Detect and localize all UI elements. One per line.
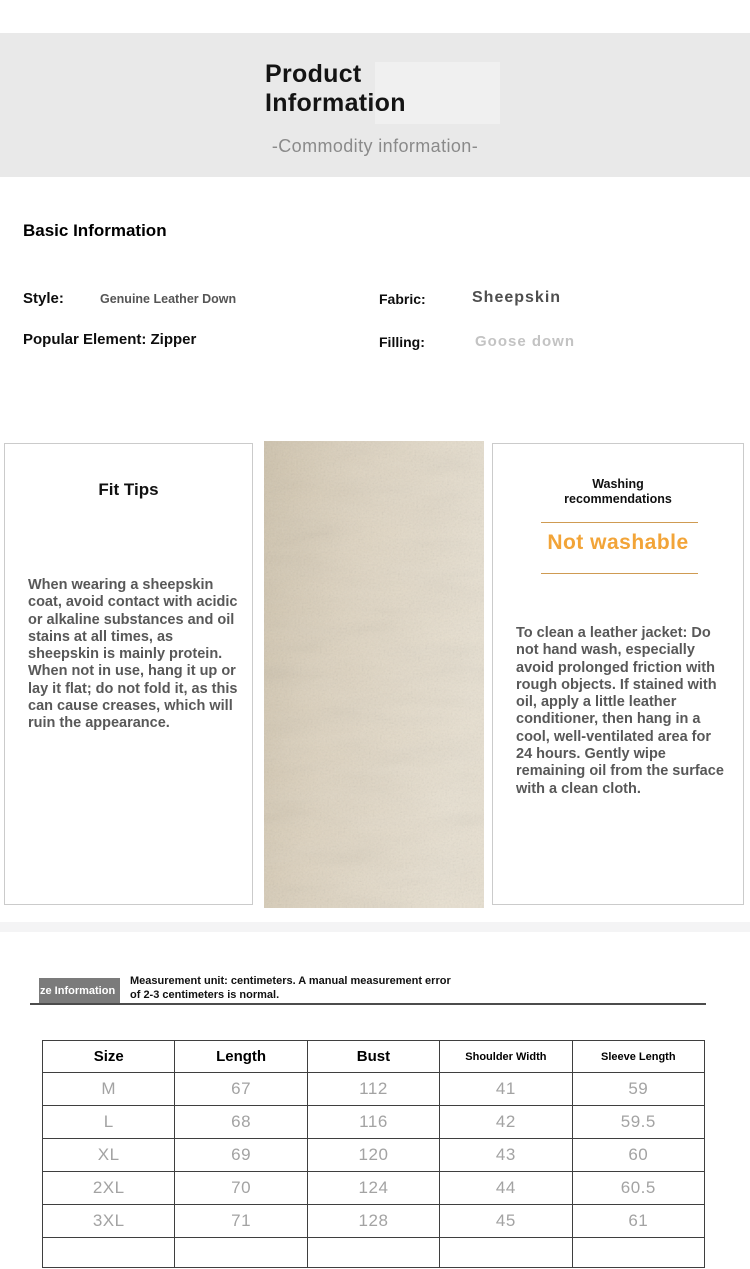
column-header: Sleeve Length xyxy=(572,1041,704,1073)
table-cell: 69 xyxy=(175,1139,307,1172)
header-band xyxy=(0,33,750,177)
table-row xyxy=(43,1238,705,1268)
column-header: Bust xyxy=(307,1041,439,1073)
table-cell: 59.5 xyxy=(572,1106,704,1139)
section-separator xyxy=(0,922,750,932)
washing-body: To clean a leather jacket: Do not hand wash, especially avoid prolonged friction with rough objects. If stained with oil, apply a little leather conditioner, then hang in a cool, well-ventilated area for 24 hours. Gently wipe remaining oil from the surface with a clean cloth. xyxy=(516,625,724,797)
leather-texture-svg xyxy=(264,441,484,908)
table-cell xyxy=(43,1238,175,1268)
table-cell: 42 xyxy=(440,1106,572,1139)
page-title xyxy=(265,60,406,118)
table-cell: 124 xyxy=(307,1172,439,1205)
leather-texture-image xyxy=(264,441,484,908)
not-washable-status: Not washable xyxy=(547,531,689,554)
size-table xyxy=(42,1040,705,1268)
table-cell: 3XL xyxy=(43,1205,175,1238)
page-title-line1: Product xyxy=(265,60,362,88)
table-cell xyxy=(175,1238,307,1268)
fit-tips-heading: Fit Tips xyxy=(98,480,159,499)
table-cell: 60 xyxy=(572,1139,704,1172)
table-cell: 59 xyxy=(572,1073,704,1106)
column-header: Length xyxy=(175,1041,307,1073)
table-cell: 60.5 xyxy=(572,1172,704,1205)
washing-panel xyxy=(492,443,744,905)
measurement-note-line2: of 2-3 centimeters is normal. xyxy=(130,988,280,1001)
table-cell: L xyxy=(43,1106,175,1139)
table-row xyxy=(43,1106,705,1139)
table-cell: 44 xyxy=(440,1172,572,1205)
size-section-rule xyxy=(30,1003,706,1005)
table-row xyxy=(43,1205,705,1238)
table-cell: 112 xyxy=(307,1073,439,1106)
table-cell: 68 xyxy=(175,1106,307,1139)
table-cell: 45 xyxy=(440,1205,572,1238)
fabric-label: Fabric: xyxy=(379,291,426,307)
table-cell: 116 xyxy=(307,1106,439,1139)
fit-tips-body: When wearing a sheepskin coat, avoid contact with acidic or alkaline substances and oil stains at all times, as sheepskin is mainly protein. When not in use, hang it up or lay it flat; do not fold it, as this can cause creases, which will ruin the appearance. xyxy=(28,577,238,732)
size-table-header-row xyxy=(43,1041,705,1073)
orange-divider-bottom xyxy=(541,573,698,574)
table-row xyxy=(43,1073,705,1106)
size-table-body xyxy=(43,1073,705,1268)
washing-heading xyxy=(493,477,743,507)
page-title-line2: Information xyxy=(265,89,406,117)
table-cell: 70 xyxy=(175,1172,307,1205)
fit-tips-panel xyxy=(4,443,253,905)
table-cell: XL xyxy=(43,1139,175,1172)
table-row xyxy=(43,1139,705,1172)
table-cell: 67 xyxy=(175,1073,307,1106)
table-cell: 43 xyxy=(440,1139,572,1172)
table-cell: 2XL xyxy=(43,1172,175,1205)
table-cell: 128 xyxy=(307,1205,439,1238)
table-cell xyxy=(572,1238,704,1268)
table-cell xyxy=(440,1238,572,1268)
size-table-head xyxy=(43,1041,705,1073)
table-row xyxy=(43,1172,705,1205)
table-cell xyxy=(307,1238,439,1268)
washing-heading-line2: recommendations xyxy=(564,492,672,506)
popular-element-label: Popular Element: Zipper xyxy=(23,331,197,348)
basic-information-heading: Basic Information xyxy=(23,221,167,240)
style-label: Style: xyxy=(23,290,64,307)
size-table-container xyxy=(42,1040,705,1268)
style-value: Genuine Leather Down xyxy=(100,292,237,306)
table-cell: 41 xyxy=(440,1073,572,1106)
column-header: Shoulder Width xyxy=(440,1041,572,1073)
column-header: Size xyxy=(43,1041,175,1073)
measurement-note-line1: Measurement unit: centimeters. A manual measurement error xyxy=(130,975,451,987)
size-information-badge-label: ze Information xyxy=(40,985,116,997)
table-cell: M xyxy=(43,1073,175,1106)
table-cell: 120 xyxy=(307,1139,439,1172)
filling-label: Filling: xyxy=(379,334,425,350)
measurement-note xyxy=(130,975,451,1002)
fabric-value: Sheepskin xyxy=(472,289,562,306)
washing-heading-line1: Washing xyxy=(592,477,644,491)
table-cell: 71 xyxy=(175,1205,307,1238)
page-subtitle: -Commodity information- xyxy=(271,136,479,156)
filling-value: Goose down xyxy=(475,333,575,350)
size-information-badge xyxy=(39,978,120,1004)
table-cell: 61 xyxy=(572,1205,704,1238)
orange-divider-top xyxy=(541,522,698,523)
